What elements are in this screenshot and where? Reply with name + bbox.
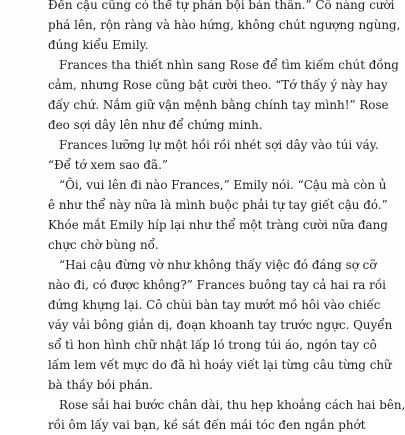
text-line: Rose sải hai bước chân dài, thu hẹp khoảng cách hai bên,	[59, 398, 405, 412]
text-line: ê như thể này nữa là mình buộc phải tự tay giết cậu đó.”	[48, 198, 388, 212]
text-line: rồi ôm lấy vai bạn, kề sát đến mái tóc đen ngắn phớt	[48, 418, 366, 432]
text-line: phá lên, rộn ràng và hào hứng, không chút ngượng ngùng,	[48, 18, 401, 32]
text-line: chực chờ bùng nổ.	[48, 238, 159, 252]
body-text	[48, 0, 405, 435]
text-line: Frances lưỡng lự một hồi rồi nhét sợi dây vào túi váy.	[59, 138, 379, 152]
text-line: váy vải bông giản dị, đoạn khoanh tay trước ngực. Quyển	[48, 318, 393, 332]
text-line: “Ôi, vui lên đi nào Frances,” Emily nói. “Cậu mà còn ủ	[59, 178, 387, 192]
text-line: Đến cậu cũng có thể tự phản bội bản thân.” Cô nàng cười	[48, 0, 395, 12]
text-line: đứng khựng lại. Cô chùi bàn tay mướt mồ hôi vào chiếc	[48, 298, 381, 312]
text-line: bà thầy bói phán.	[48, 378, 153, 392]
text-line: nào đi, có được không?” Frances buông tay cả hai ra rồi	[48, 278, 386, 292]
text-line: cảm, nhưng Rose cũng bật cười theo. “Tớ thấy ý này hay	[48, 78, 388, 92]
text-line: sổ tì hon hình chữ nhật lấp ló trong túi áo, ngón tay cô	[48, 338, 377, 352]
text-line: đúng kiểu Emily.	[48, 38, 149, 52]
text-line: “Hai cậu đừng vờ như không thấy việc đó đáng sợ cỡ	[59, 258, 377, 272]
text-line: “Để tớ xem sao đã.”	[48, 158, 168, 172]
text-line: Frances tha thiết nhìn sang Rose để tìm kiếm chút đồng	[59, 58, 399, 72]
text-line: đeo sợi dây lên như để chứng minh.	[48, 118, 263, 132]
text-line: lấm lem vết mực do đã hì hoáy viết lại từng câu từng chữ	[48, 358, 392, 372]
text-line: Khóe mắt Emily híp lại như thể một tràng cười nữa đang	[48, 218, 388, 232]
text-line: đấy chứ. Nắm giữ vận mệnh bằng chính tay mình!” Rose	[48, 98, 389, 112]
